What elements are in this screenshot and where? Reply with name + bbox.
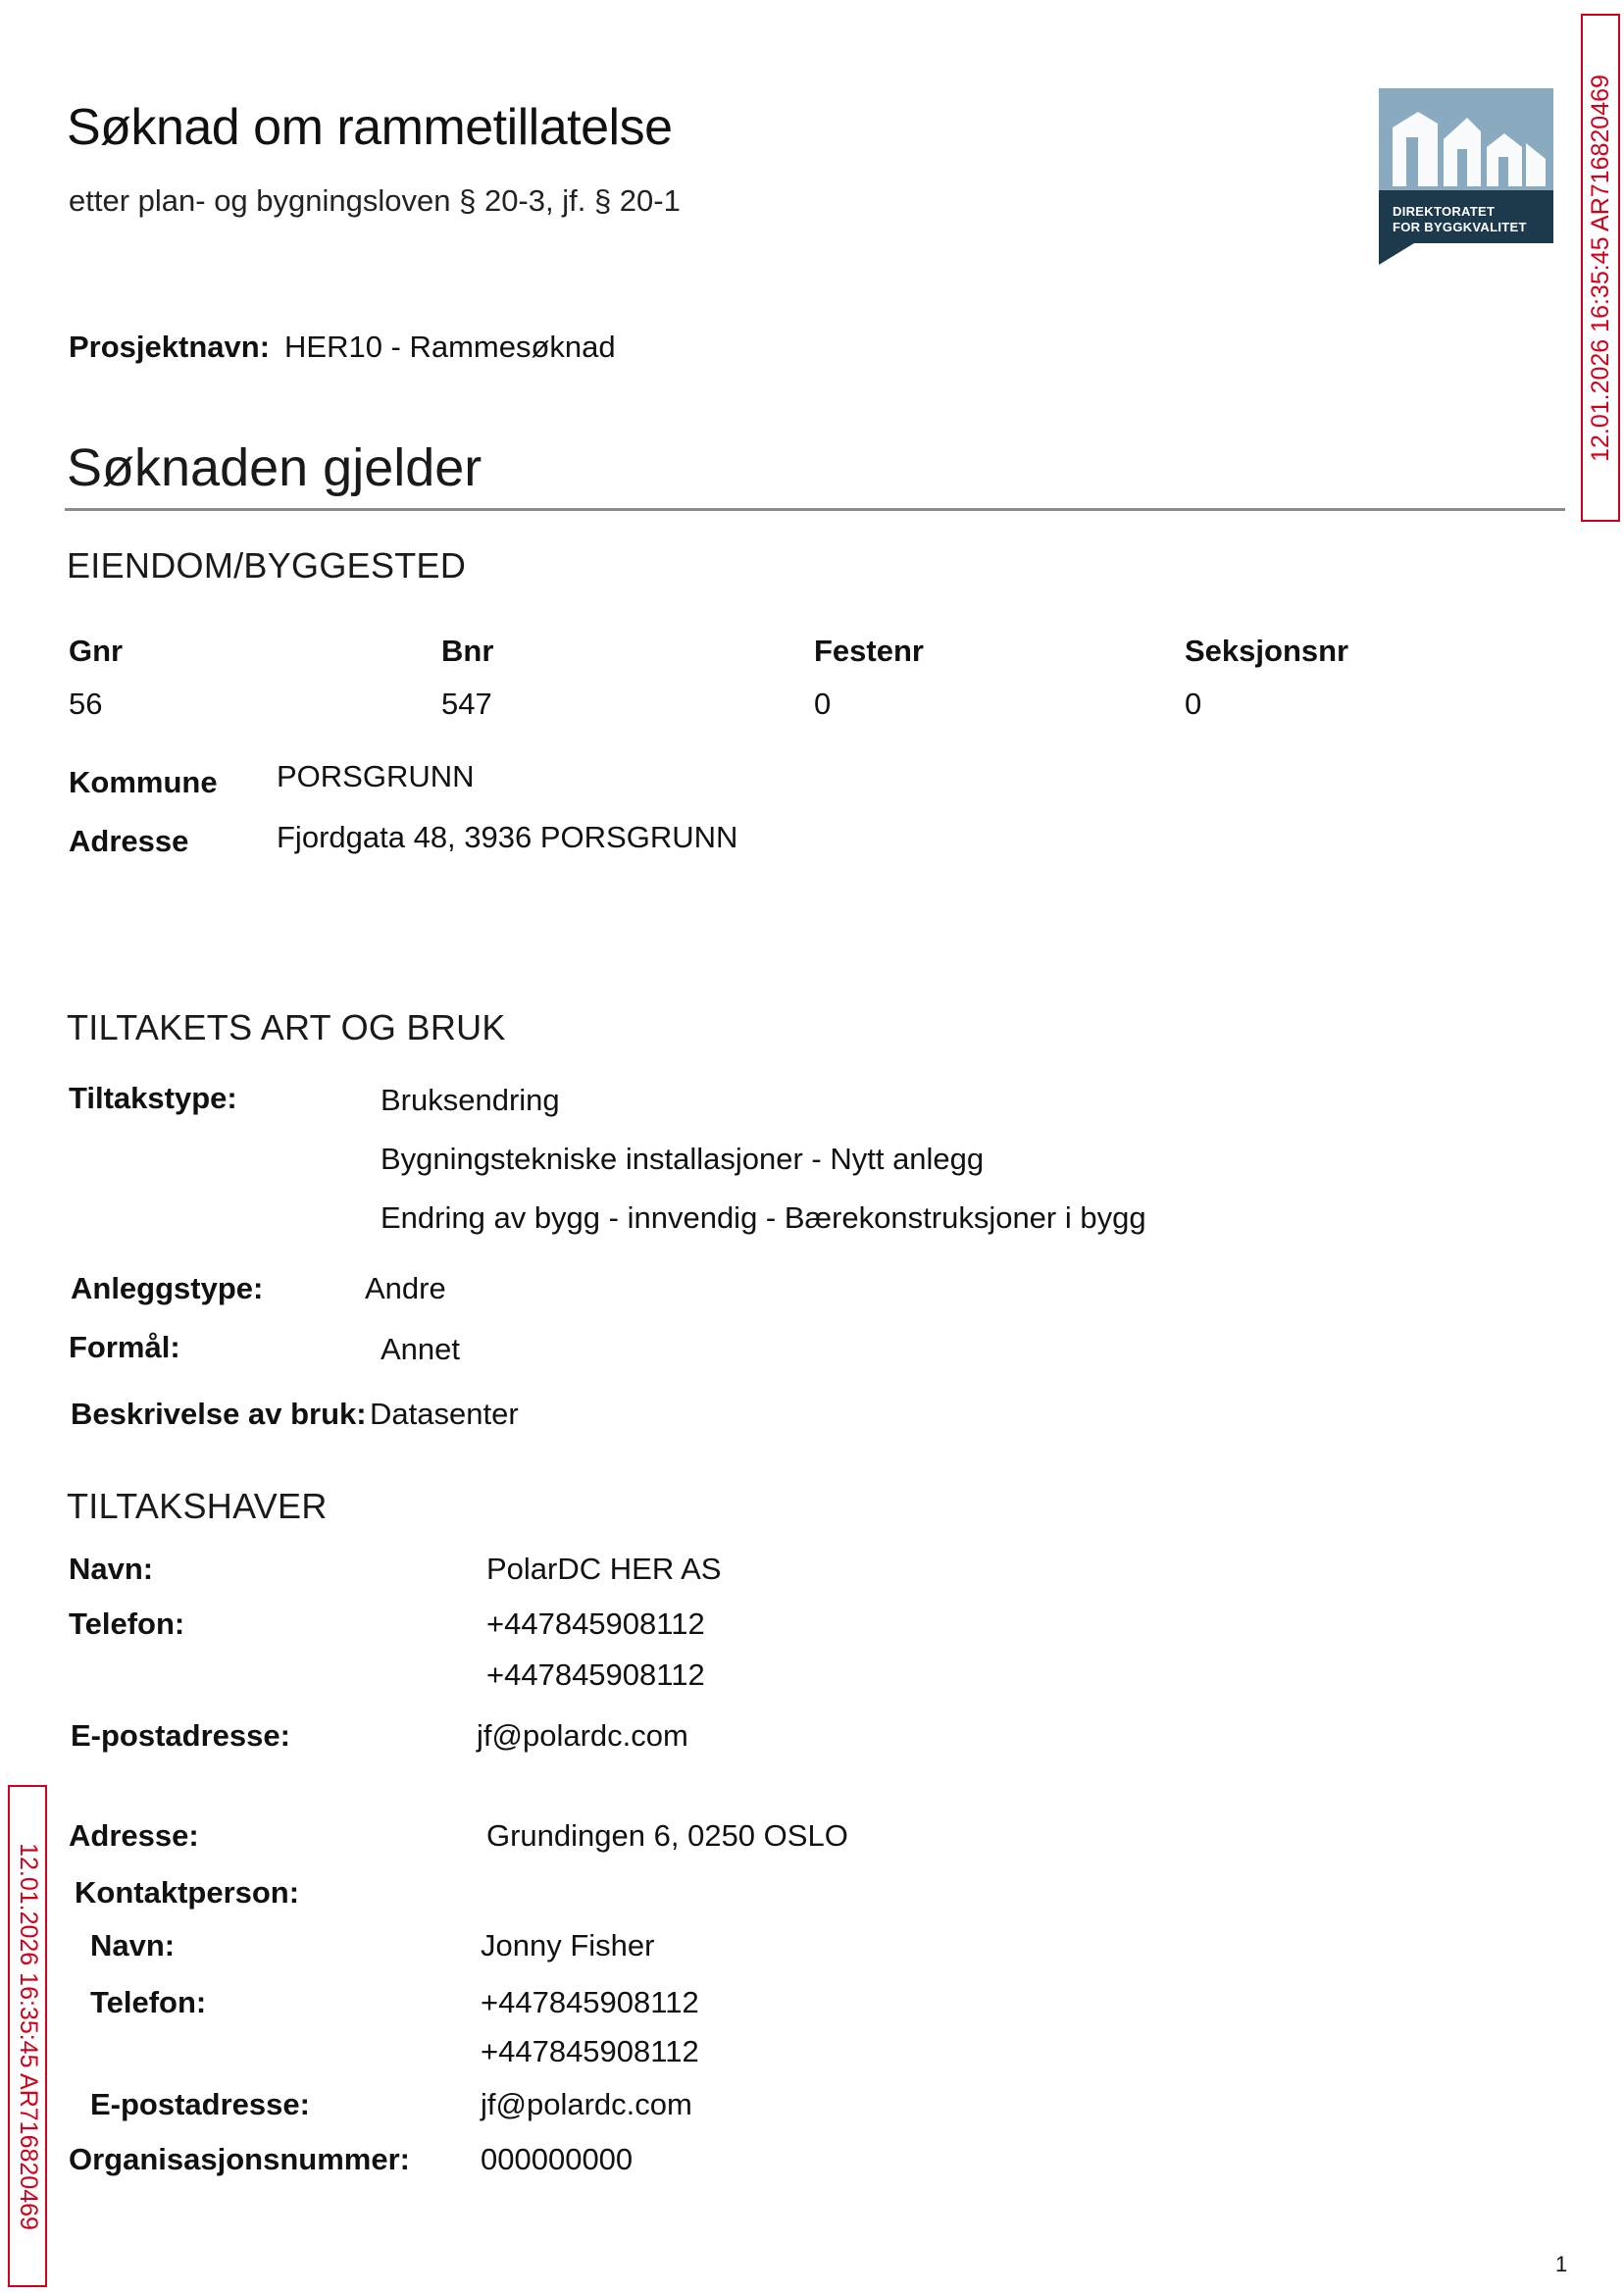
tiltakstype-value-1: Bruksendring (381, 1083, 560, 1117)
bnr-value: 547 (441, 687, 492, 721)
orgnr-value: 000000000 (481, 2142, 634, 2176)
anleggstype-value: Andre (365, 1271, 446, 1305)
kontakt-navn-value: Jonny Fisher (481, 1928, 655, 1963)
tiltakshaver-epost-value: jf@polardc.com (477, 1718, 688, 1753)
seksjonsnr-value: 0 (1185, 687, 1202, 721)
festenr-value: 0 (814, 687, 832, 721)
festenr-label: Festenr (814, 634, 924, 668)
tiltakshaver-telefon-value-2: +447845908112 (486, 1657, 705, 1692)
kommune-value: PORSGRUNN (277, 759, 475, 793)
timestamp-stamp-bottom: 12.01.2026 16:35:45 AR716820469 (8, 1785, 47, 2287)
tiltakshaver-navn-value: PolarDC HER AS (486, 1552, 722, 1586)
timestamp-stamp-top: 12.01.2026 16:35:45 AR716820469 (1581, 14, 1620, 522)
property-heading: EIENDOM/BYGGESTED (67, 545, 467, 586)
kontakt-telefon-label: Telefon: (90, 1985, 207, 2019)
kontaktperson-label: Kontaktperson: (75, 1875, 300, 1910)
page-number: 1 (1555, 2252, 1568, 2276)
logo-text-line2: FOR BYGGKVALITET (1393, 220, 1527, 234)
tiltakshaver-telefon-label: Telefon: (69, 1606, 185, 1641)
section-divider (65, 508, 1565, 511)
document-subtitle: etter plan- og bygningsloven § 20-3, jf. § 20-1 (69, 183, 681, 218)
gnr-label: Gnr (69, 634, 124, 668)
section-title: Søknaden gjelder (67, 438, 482, 497)
tiltakshaver-telefon-value-1: +447845908112 (486, 1606, 705, 1641)
tiltakshaver-epost-label: E-postadresse: (71, 1718, 290, 1753)
tiltakstype-value-2: Bygningstekniske installasjoner - Nytt anlegg (381, 1142, 985, 1176)
tiltakshaver-navn-label: Navn: (69, 1552, 154, 1586)
adresse-value: Fjordgata 48, 3936 PORSGRUNN (277, 820, 738, 854)
kontakt-epost-value: jf@polardc.com (481, 2087, 692, 2121)
dibk-logo (1379, 88, 1553, 265)
orgnr-label: Organisasjonsnummer: (69, 2142, 410, 2176)
seksjonsnr-label: Seksjonsnr (1185, 634, 1349, 668)
project-label: Prosjektnavn: (69, 330, 271, 364)
tiltakstype-label: Tiltakstype: (69, 1081, 237, 1115)
project-value: HER10 - Rammesøknad (284, 330, 616, 364)
beskrivelse-value: Datasenter (370, 1397, 519, 1431)
tiltakshaver-heading: TILTAKSHAVER (67, 1486, 328, 1526)
tiltak-heading: TILTAKETS ART OG BRUK (67, 1007, 506, 1047)
kontakt-telefon-value-1: +447845908112 (481, 1985, 699, 2019)
kontakt-epost-label: E-postadresse: (90, 2087, 310, 2121)
anleggstype-label: Anleggstype: (71, 1271, 264, 1305)
tiltakshaver-adresse-value: Grundingen 6, 0250 OSLO (486, 1818, 848, 1853)
kommune-label: Kommune (69, 765, 218, 799)
logo-building-mark (1379, 88, 1553, 190)
logo-tail-shape (1379, 243, 1414, 265)
beskrivelse-label: Beskrivelse av bruk: (71, 1397, 367, 1431)
kontakt-navn-label: Navn: (90, 1928, 176, 1963)
tiltakstype-value-3: Endring av bygg - innvendig - Bærekonstruksjoner i bygg (381, 1200, 1146, 1235)
formal-label: Formål: (69, 1330, 180, 1364)
tiltakshaver-adresse-label: Adresse: (69, 1818, 199, 1853)
kontakt-telefon-value-2: +447845908112 (481, 2034, 699, 2068)
bnr-label: Bnr (441, 634, 494, 668)
formal-value: Annet (381, 1332, 461, 1366)
gnr-value: 56 (69, 687, 103, 721)
document-title: Søknad om rammetillatelse (67, 99, 673, 156)
logo-text-line1: DIREKTORATET (1393, 204, 1496, 219)
adresse-label: Adresse (69, 824, 189, 858)
